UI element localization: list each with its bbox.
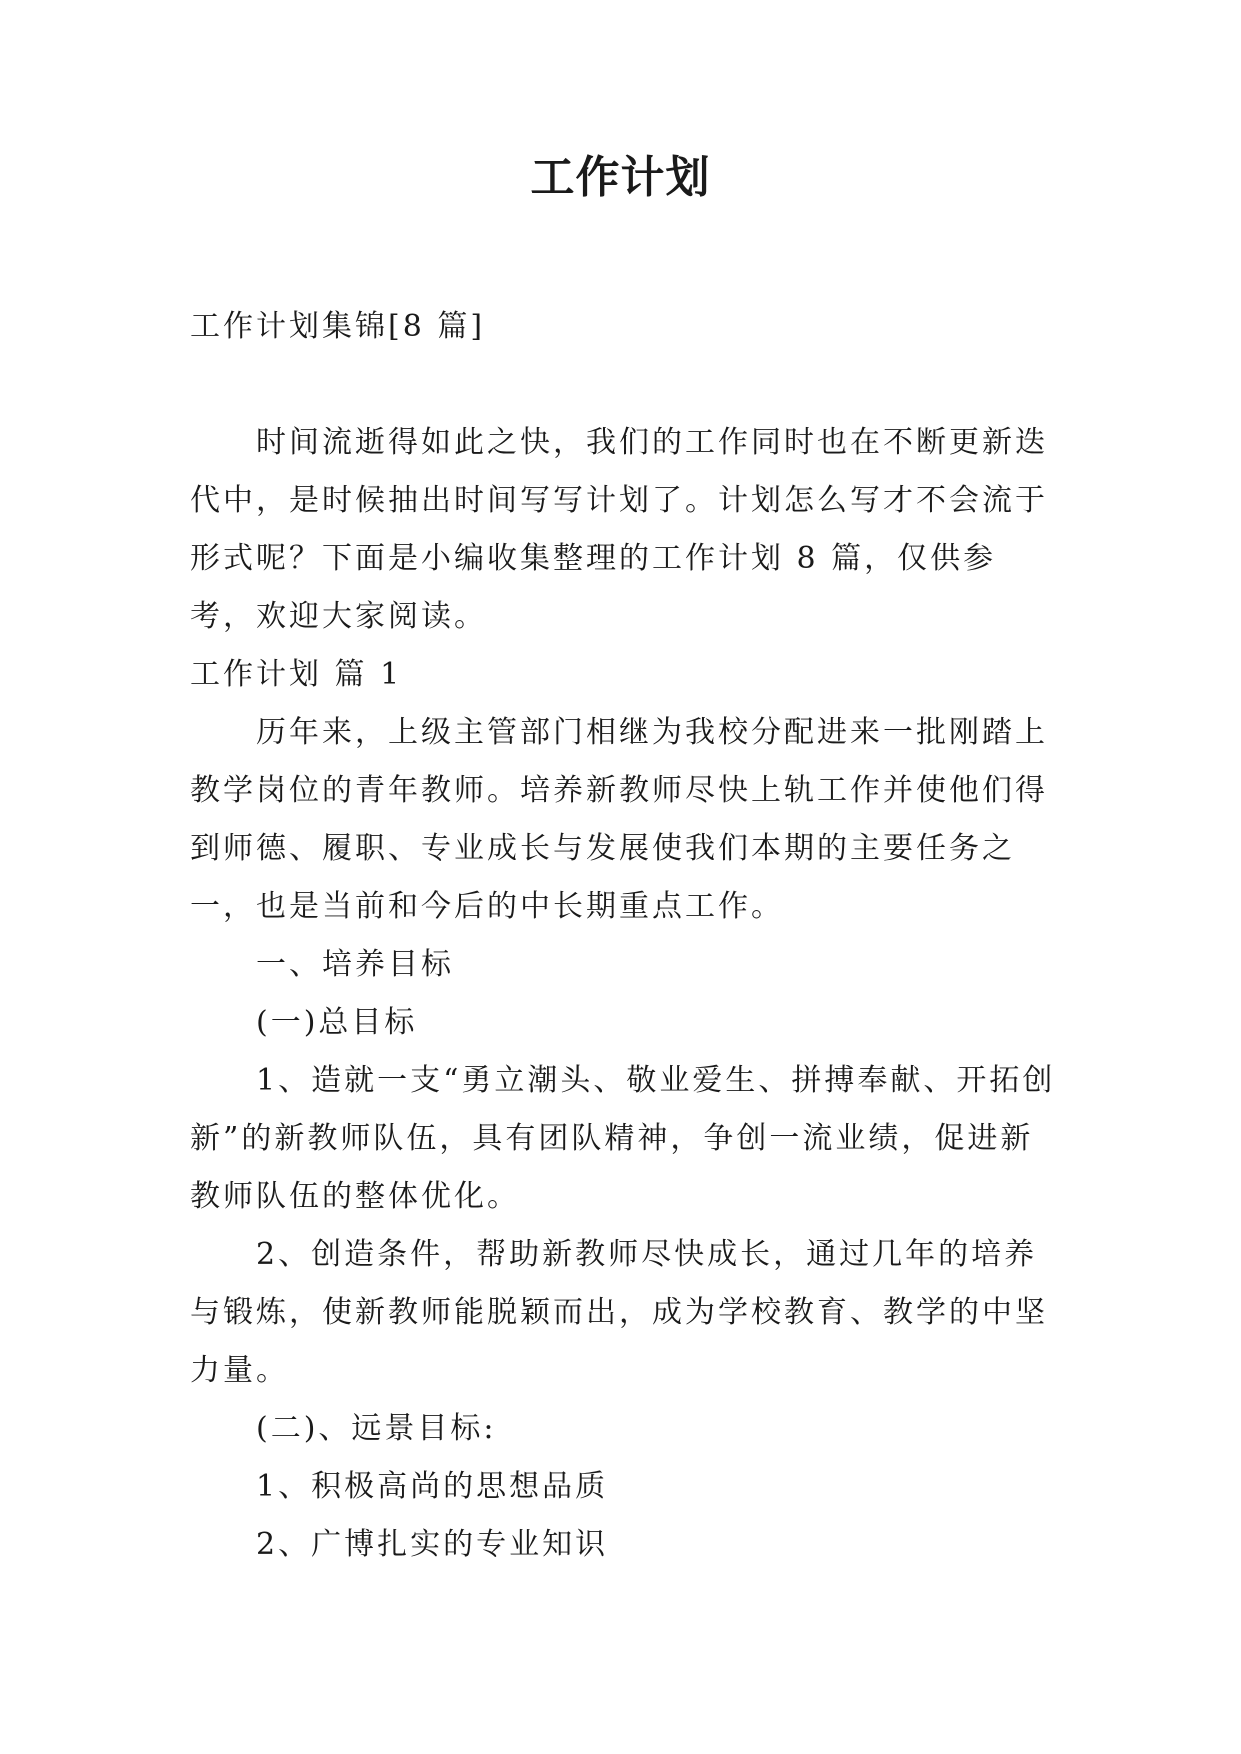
list-item-long-term-1: 1、积极高尚的思想品质 [256,1469,609,1504]
document-body [190,298,1060,1574]
intro-paragraph: 时间流逝得如此之快，我们的工作同时也在不断更新迭代中，是时候抽出时间写写计划了。计划怎么写才不会流于形式呢？下面是小编收集整理的工作计划 8 篇，仅供参考，欢迎大家阅读。 [190,425,1048,634]
section-heading-plan-1: 工作计划 篇 1 [190,657,403,692]
list-item-goal-2: 2、创造条件，帮助新教师尽快成长，通过几年的培养与锻炼，使新教师能脱颖而出，成为学校教育、教学的中坚力量。 [190,1237,1048,1388]
list-item-goal-1: 1、造就一支“勇立潮头、敬业爱生、拼搏奉献、开拓创新”的新教师队伍，具有团队精神，争创一流业绩，促进新教师队伍的整体优化。 [190,1063,1056,1214]
subheading-overall-goal: (一)总目标 [256,1005,418,1040]
list-item-long-term-2: 2、广博扎实的专业知识 [256,1527,609,1562]
subheading-long-term-goals: (二)、远景目标: [256,1411,497,1446]
subheading-training-goals: 一、培养目标 [256,947,454,982]
collection-heading: 工作计划集锦[8 篇] [190,309,486,344]
body-paragraph: 历年来，上级主管部门相继为我校分配进来一批刚踏上教学岗位的青年教师。培养新教师尽快上轨工作并使他们得到师德、履职、专业成长与发展使我们本期的主要任务之一，也是当前和今后的中长期重点工作。 [190,715,1048,924]
document-title: 工作计划 [530,152,711,203]
